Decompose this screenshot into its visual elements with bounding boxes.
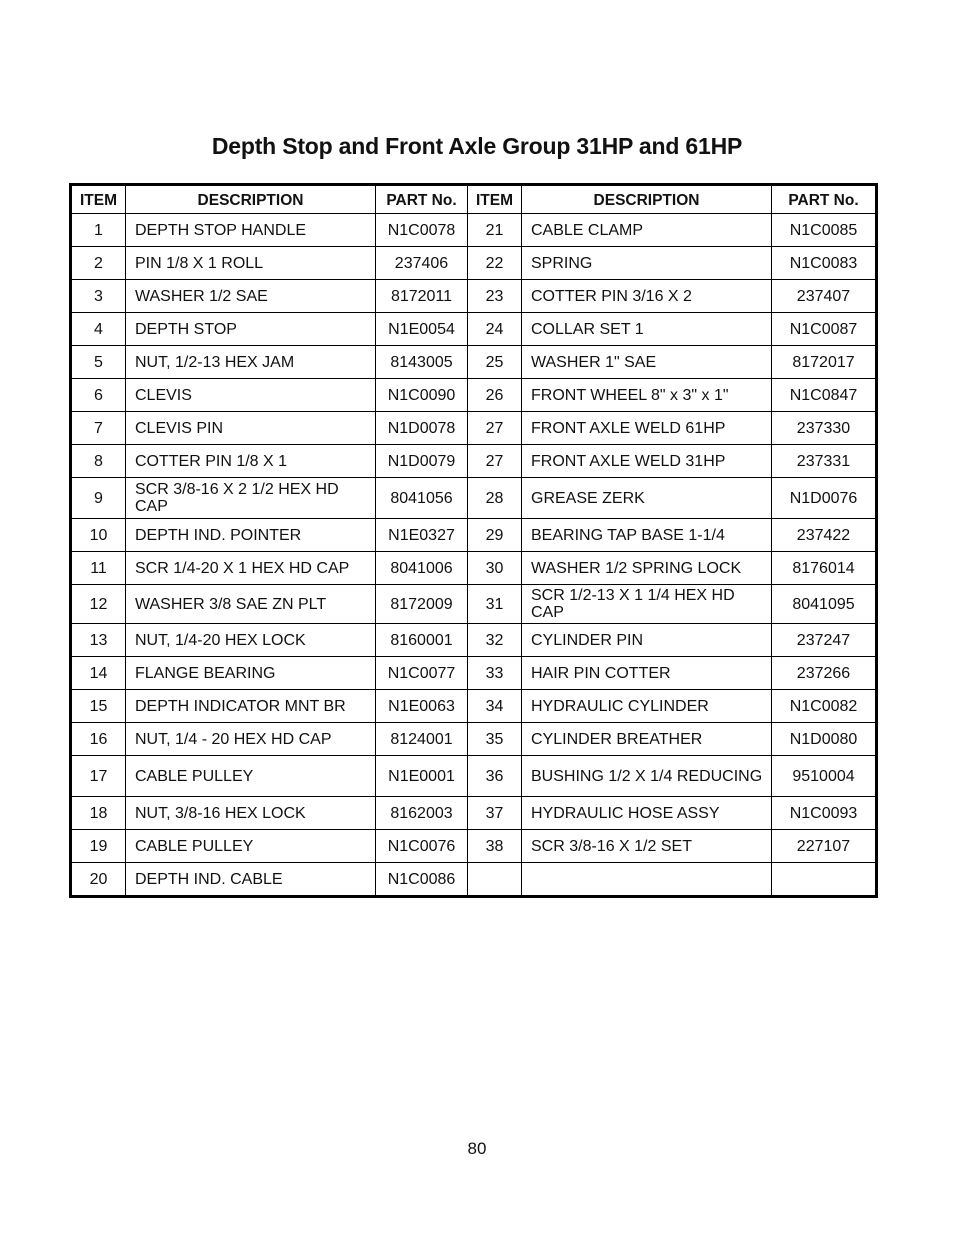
part-number-left: 8041056 (376, 478, 468, 519)
part-description-left: NUT, 1/2-13 HEX JAM (126, 346, 376, 379)
part-number-right: N1D0076 (772, 478, 877, 519)
item-number-left: 20 (71, 863, 126, 897)
table-row (71, 797, 877, 830)
part-description-right: FRONT AXLE WELD 31HP (522, 445, 772, 478)
item-number-right: 27 (468, 445, 522, 478)
part-number-left: 8041006 (376, 552, 468, 585)
part-description-right: SPRING (522, 247, 772, 280)
item-number-left: 2 (71, 247, 126, 280)
part-number-right: 237330 (772, 412, 877, 445)
table-row (71, 756, 877, 797)
table-row (71, 657, 877, 690)
part-description-right: WASHER 1" SAE (522, 346, 772, 379)
table-row (71, 412, 877, 445)
part-number-right: N1C0847 (772, 379, 877, 412)
part-description-right: FRONT AXLE WELD 61HP (522, 412, 772, 445)
item-number-right: 23 (468, 280, 522, 313)
part-description-right: SCR 3/8-16 X 1/2 SET (522, 830, 772, 863)
item-number-left: 8 (71, 445, 126, 478)
part-number-left: 8172009 (376, 585, 468, 624)
table-row (71, 445, 877, 478)
part-number-left: 8143005 (376, 346, 468, 379)
item-number-left: 16 (71, 723, 126, 756)
part-number-left: N1E0327 (376, 519, 468, 552)
item-number-left: 9 (71, 478, 126, 519)
table-row (71, 346, 877, 379)
part-description-left: NUT, 1/4 - 20 HEX HD CAP (126, 723, 376, 756)
part-number-left: 8160001 (376, 624, 468, 657)
table-row (71, 313, 877, 346)
header-description-left: DESCRIPTION (126, 185, 376, 214)
part-description-left: CABLE PULLEY (126, 756, 376, 797)
item-number-left: 17 (71, 756, 126, 797)
part-description-right: FRONT WHEEL 8" x 3" x 1" (522, 379, 772, 412)
part-number-right: N1D0080 (772, 723, 877, 756)
part-description-left: DEPTH IND. POINTER (126, 519, 376, 552)
part-description-left: SCR 1/4-20 X 1 HEX HD CAP (126, 552, 376, 585)
item-number-right: 21 (468, 214, 522, 247)
part-number-left: N1E0001 (376, 756, 468, 797)
item-number-left: 12 (71, 585, 126, 624)
item-number-right: 35 (468, 723, 522, 756)
part-number-left: N1C0076 (376, 830, 468, 863)
part-description-left: WASHER 3/8 SAE ZN PLT (126, 585, 376, 624)
part-description-left: WASHER 1/2 SAE (126, 280, 376, 313)
item-number-left: 3 (71, 280, 126, 313)
item-number-left: 1 (71, 214, 126, 247)
part-description-right: CYLINDER BREATHER (522, 723, 772, 756)
item-number-right: 25 (468, 346, 522, 379)
part-number-right: N1C0085 (772, 214, 877, 247)
part-description-left: CLEVIS (126, 379, 376, 412)
table-row (71, 863, 877, 897)
part-number-right: N1C0093 (772, 797, 877, 830)
part-description-right: BUSHING 1/2 X 1/4 REDUCING (522, 756, 772, 797)
table-row (71, 478, 877, 519)
header-item-right: ITEM (468, 185, 522, 214)
item-number-right: 30 (468, 552, 522, 585)
part-number-left: 237406 (376, 247, 468, 280)
part-number-right: 8176014 (772, 552, 877, 585)
table-row (71, 585, 877, 624)
part-number-right: N1C0087 (772, 313, 877, 346)
header-item-left: ITEM (71, 185, 126, 214)
part-description-right: WASHER 1/2 SPRING LOCK (522, 552, 772, 585)
item-number-left: 15 (71, 690, 126, 723)
item-number-left: 11 (71, 552, 126, 585)
item-number-left: 14 (71, 657, 126, 690)
part-description-left: SCR 3/8-16 X 2 1/2 HEX HD CAP (126, 478, 376, 519)
header-part-no-right: PART No. (772, 185, 877, 214)
item-number-right: 27 (468, 412, 522, 445)
part-description-right: HYDRAULIC CYLINDER (522, 690, 772, 723)
part-description-left: DEPTH INDICATOR MNT BR (126, 690, 376, 723)
item-number-right: 38 (468, 830, 522, 863)
part-description-left: CLEVIS PIN (126, 412, 376, 445)
part-description-right: BEARING TAP BASE 1-1/4 (522, 519, 772, 552)
part-number-left: N1E0054 (376, 313, 468, 346)
part-number-right: 8041095 (772, 585, 877, 624)
table-row (71, 552, 877, 585)
parts-table (69, 183, 878, 898)
part-number-right: 8172017 (772, 346, 877, 379)
part-description-right: CABLE CLAMP (522, 214, 772, 247)
item-number-right: 29 (468, 519, 522, 552)
part-description-right: GREASE ZERK (522, 478, 772, 519)
part-number-left: N1C0077 (376, 657, 468, 690)
part-description-right: COLLAR SET 1 (522, 313, 772, 346)
page-number: 80 (467, 1139, 487, 1158)
part-number-right: 227107 (772, 830, 877, 863)
part-description-left: NUT, 1/4-20 HEX LOCK (126, 624, 376, 657)
table-row (71, 247, 877, 280)
item-number-right: 22 (468, 247, 522, 280)
table-row (71, 723, 877, 756)
part-description-left: DEPTH IND. CABLE (126, 863, 376, 897)
item-number-right: 26 (468, 379, 522, 412)
part-description-left: CABLE PULLEY (126, 830, 376, 863)
part-number-left: N1D0078 (376, 412, 468, 445)
table-row (71, 830, 877, 863)
part-number-right (772, 863, 877, 897)
table-row (71, 379, 877, 412)
part-description-left: DEPTH STOP HANDLE (126, 214, 376, 247)
item-number-right: 28 (468, 478, 522, 519)
item-number-left: 7 (71, 412, 126, 445)
header-part-no-left: PART No. (376, 185, 468, 214)
table-header-row (71, 185, 877, 214)
part-description-right: HYDRAULIC HOSE ASSY (522, 797, 772, 830)
part-number-right: 237422 (772, 519, 877, 552)
part-description-left: DEPTH STOP (126, 313, 376, 346)
table-row (71, 624, 877, 657)
item-number-right (468, 863, 522, 897)
part-number-right: 9510004 (772, 756, 877, 797)
item-number-left: 6 (71, 379, 126, 412)
item-number-right: 31 (468, 585, 522, 624)
part-description-left: PIN 1/8 X 1 ROLL (126, 247, 376, 280)
page-title: Depth Stop and Front Axle Group 31HP and 61HP (211, 133, 743, 159)
item-number-left: 10 (71, 519, 126, 552)
item-number-right: 33 (468, 657, 522, 690)
part-number-left: 8172011 (376, 280, 468, 313)
part-description-right: SCR 1/2-13 X 1 1/4 HEX HD CAP (522, 585, 772, 624)
item-number-right: 24 (468, 313, 522, 346)
item-number-left: 18 (71, 797, 126, 830)
item-number-right: 34 (468, 690, 522, 723)
item-number-left: 13 (71, 624, 126, 657)
part-number-left: N1C0078 (376, 214, 468, 247)
item-number-right: 32 (468, 624, 522, 657)
part-description-right: HAIR PIN COTTER (522, 657, 772, 690)
part-number-right: N1C0082 (772, 690, 877, 723)
table-row (71, 519, 877, 552)
item-number-left: 5 (71, 346, 126, 379)
part-number-right: N1C0083 (772, 247, 877, 280)
header-description-right: DESCRIPTION (522, 185, 772, 214)
table-row (71, 690, 877, 723)
part-number-right: 237331 (772, 445, 877, 478)
part-number-left: N1C0086 (376, 863, 468, 897)
part-number-left: N1D0079 (376, 445, 468, 478)
item-number-left: 4 (71, 313, 126, 346)
part-description-right (522, 863, 772, 897)
part-description-left: COTTER PIN 1/8 X 1 (126, 445, 376, 478)
table-row (71, 214, 877, 247)
part-number-left: 8162003 (376, 797, 468, 830)
part-number-left: N1C0090 (376, 379, 468, 412)
part-description-right: COTTER PIN 3/16 X 2 (522, 280, 772, 313)
item-number-right: 36 (468, 756, 522, 797)
item-number-right: 37 (468, 797, 522, 830)
part-number-left: 8124001 (376, 723, 468, 756)
parts-table-body (71, 214, 877, 897)
part-number-right: 237266 (772, 657, 877, 690)
part-number-right: 237247 (772, 624, 877, 657)
part-description-left: FLANGE BEARING (126, 657, 376, 690)
item-number-left: 19 (71, 830, 126, 863)
part-description-left: NUT, 3/8-16 HEX LOCK (126, 797, 376, 830)
part-number-left: N1E0063 (376, 690, 468, 723)
table-row (71, 280, 877, 313)
part-number-right: 237407 (772, 280, 877, 313)
part-description-right: CYLINDER PIN (522, 624, 772, 657)
